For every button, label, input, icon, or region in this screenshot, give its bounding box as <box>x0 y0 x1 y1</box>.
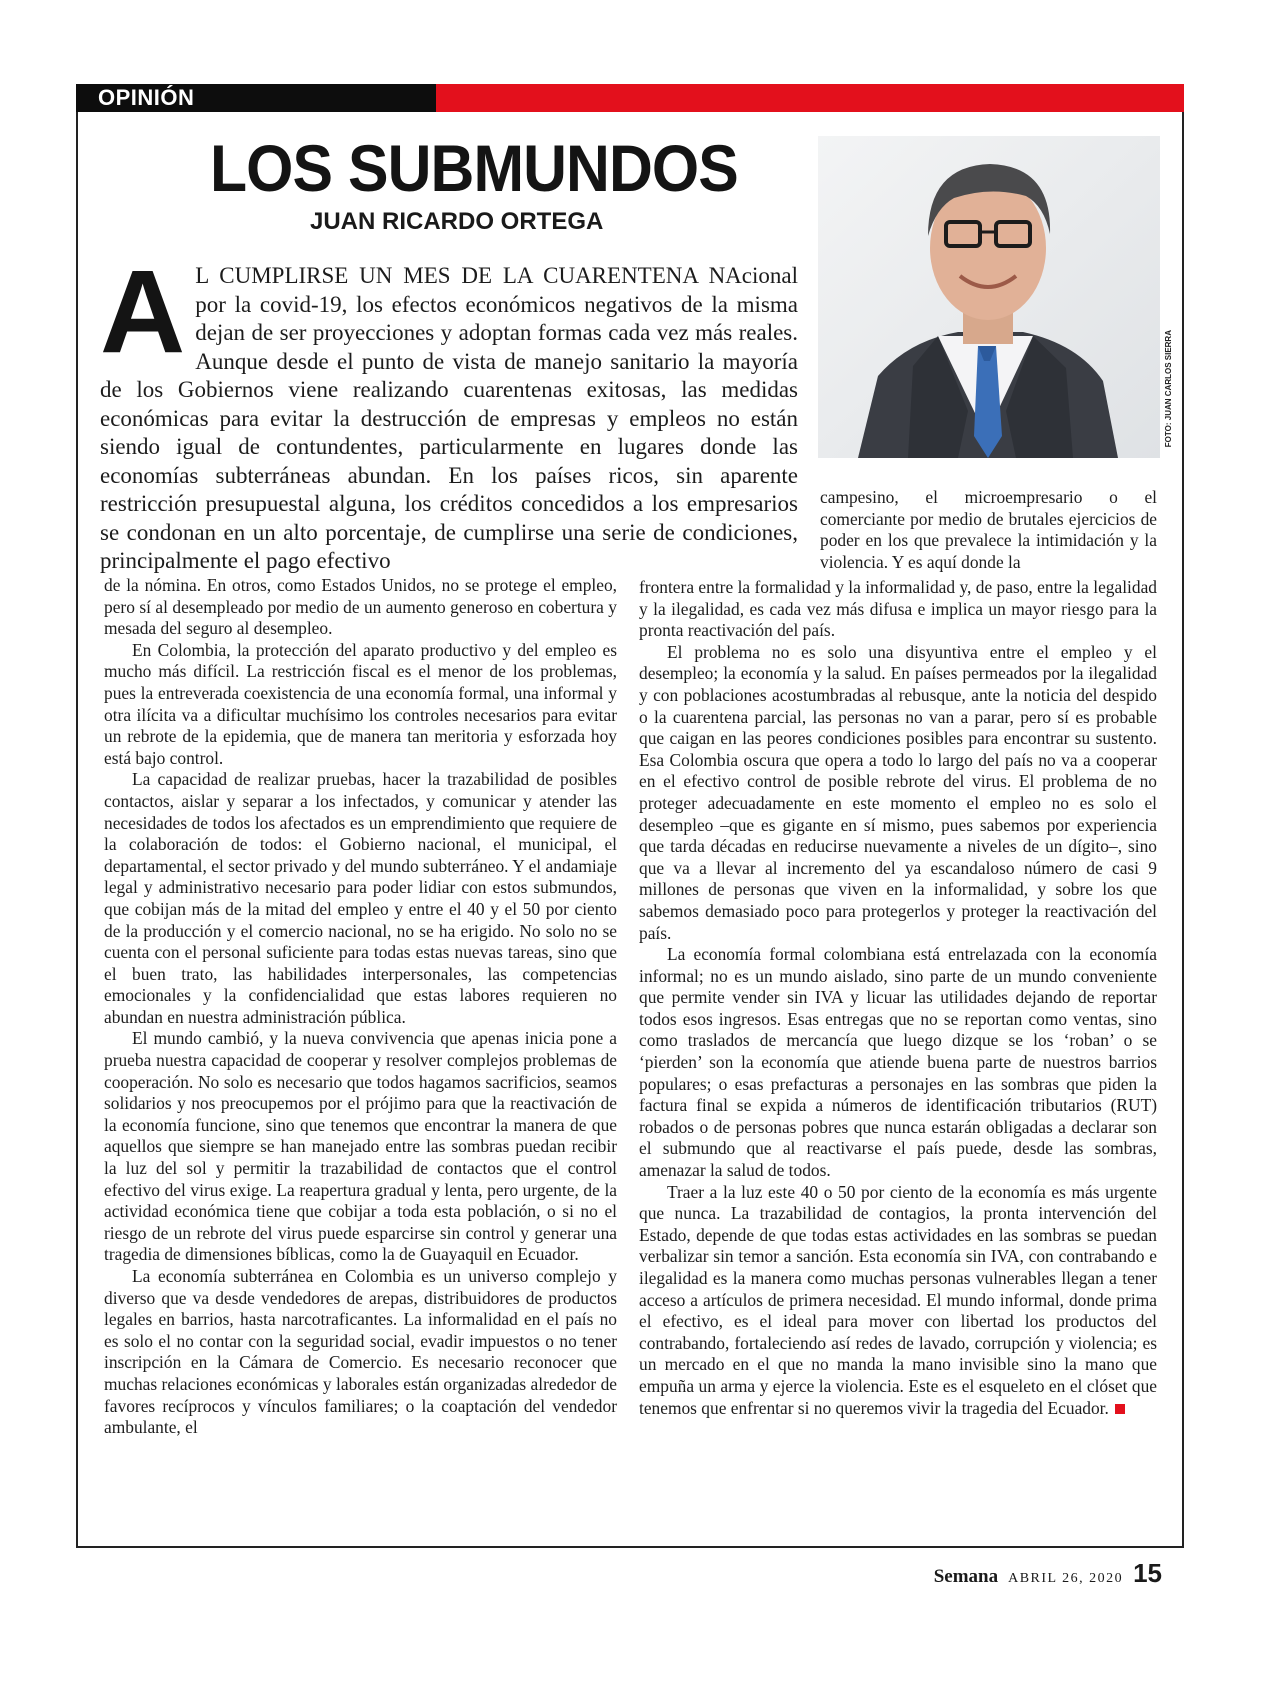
body-paragraph: frontera entre la formalidad y la informalidad y, de paso, entre la legalidad y la ilegalidad, es cada vez más difusa e implica un mayor riesgo para la pronta reactivación del país. <box>639 577 1157 641</box>
body-paragraph: de la nómina. En otros, como Estados Unidos, no se protege el empleo, pero sí al desempleado por medio de un aumento generoso en cobertura y mesada del seguro al desempleo. <box>104 575 617 639</box>
page-number: 15 <box>1133 1558 1162 1588</box>
body-paragraph: El problema no es solo una disyuntiva entre el empleo y el desempleo; la economía y la salud. En países permeados por la ilegalidad y con poblaciones acostumbradas al rebusque, ante la noticia del despido o la cuarentena parcial, las personas no van a parar, pero sí es probable que caigan en las peores condiciones posibles para encontrar su sustento. Esa Colombia oscura que opera a todo lo largo del país no va a cooperar en el efectivo control de posible rebrote del virus. El problema de no proteger adecuadamente en este momento el empleo no es solo el desempleo –que es gigante en sí mismo, pues sabemos por experiencia que tarda décadas en reducirse nuevamente a niveles de un dígito–, sino que va a llevar al incremento del ya escandaloso número de casi 9 millones de personas que viven en la informalidad, y sobre los que sabemos demasiado poco para protegerlos y proteger la reactivación del país. <box>639 641 1157 943</box>
frame-bottom-rule <box>76 1546 1184 1548</box>
lead-text: L CUMPLIRSE UN MES DE LA CUARENTENA NAcional por la covid-19, los efectos económicos negativos de la misma dejan de ser proyecciones y adoptan formas cada vez más reales. Aunque desde el punto de vista de manejo sanitario la mayoría de los Gobiernos viene realizando cuarentenas exitosas, las medidas económicas para evitar la destrucción de empresas y empleos no están siendo igual de contundentes, particularmente en lugares donde las economías subterráneas abundan. En los países ricos, sin aparente restricción presupuestal alguna, los créditos concedidos a los empresarios se condonan en un alto porcentaje, de cumplirse una serie de condiciones, principalmente el pago efectivo <box>100 263 798 573</box>
photo-credit-text: FOTO: JUAN CARLOS SIERRA <box>1164 330 1173 448</box>
red-accent-bar <box>436 84 1184 112</box>
body-paragraph: La economía formal colombiana está entrelazada con la economía informal; no es un mundo aislado, sino parte de un mundo conveniente que permite vender sin IVA y licuar las utilidades dejando de reportar todos esos ingresos. Esas entregas que no se reportan como ventas, sino como traslados de mercancía que luego dizque se los ‘roban’ o se ‘pierden’ son la economía que atiende buena parte de nuestros barrios populares; o esas prefacturas a personajes en las sombras que piden la factura final se expida a números de identificación tributarios (RUT) robados o de personas pobres que nunca estarán obligadas a declarar son el submundo que al reactivarse el país puede, desde las sombras, amenazar la salud de todos. <box>639 944 1157 1181</box>
author-portrait-illustration <box>818 136 1160 458</box>
magazine-name: Semana <box>933 1566 999 1587</box>
author-byline: JUAN RICARDO ORTEGA <box>310 208 604 235</box>
article-headline: LOS SUBMUNDOS <box>210 131 738 205</box>
body-paragraph: En Colombia, la protección del aparato productivo y del empleo es mucho más difícil. La restricción fiscal es el menor de los problemas, pues la entreverada coexistencia de una economía formal, una informal y otra ilícita va a dificultar muchísimo los controles necesarios para evitar un rebrote de la epidemia, que de manera tan meritoria y esforzada hoy está bajo control. <box>104 639 617 768</box>
photo-credit <box>1164 330 1178 460</box>
final-paragraph-text: Traer a la luz este 40 o 50 por ciento de la economía es más urgente que nunca. La trazabilidad de contagios, la pronta intervención del Estado, depende de que todas estas actividades en las sombras se puedan verbalizar sin temor a sanción. Esta economía sin IVA, con contrabando e ilegalidad es la manera como muchas personas vulnerables llegan a tener acceso a artículos de primera necesidad. El mundo informal, donde prima el efectivo, es el ideal para mover con libertad los productos del contrabando, fortaleciendo así redes de lavado, corrupción y violencia; es un mercado en el que no manda la mano invisible sino la mano que empuña un arma y ejerce la violencia. Este es el esqueleto en el clóset que tenemos que enfrentar si no queremos vivir la tragedia del Ecuador. <box>639 1181 1157 1418</box>
end-mark-icon <box>1115 1404 1125 1414</box>
body-paragraph: La capacidad de realizar pruebas, hacer la trazabilidad de posibles contactos, aislar y separar a los infectados, y comunicar y atender las necesidades de todos los afectados es un emprendimiento que requiere de la colaboración de todos: el Gobierno nacional, el municipal, el departamental, el sector privado y del mundo subterráneo. Y el andamiaje legal y administrativo necesario para poder lidiar con estos submundos, que cobijan más de la mitad del empleo y entre el 40 y el 50 por ciento de la producción y el comercio nacional, no se ha erigido. No solo no se cuenta con el personal suficiente para todas estas nuevas tareas, sino que el buen trato, las habilidades interpersonales, las competencias emocionales y la confidencialidad que estas labores requieren no abundan en nuestra administración pública. <box>104 769 617 1027</box>
issue-date: ABRIL 26, 2020 <box>1008 1571 1124 1586</box>
section-label: OPINIÓN <box>76 84 436 112</box>
body-paragraph: El mundo cambió, y la nueva convivencia que apenas inicia pone a prueba nuestra capacidad de cooperar y resolver complejos problemas de cooperación. No solo es necesario que todos hagamos sacrificios, seamos solidarios y nos preocupemos por el prójimo para que la reactivación de la economía funcione, sino que tenemos que encontrar la manera de que aquellos que siempre se han manejado entre las sombras puedan recibir la luz del sol y permitir la trazabilidad de contactos que el control efectivo del virus exige. La reapertura gradual y lenta, pero urgente, de la actividad económica tiene que cobijar a toda esta población, o si no el riesgo de un rebrote del virus puede esparcirse sin control y generar una tragedia de dimensiones bíblicas, como la de Guayaquil en Ecuador. <box>104 1028 617 1265</box>
frame-right-rule <box>1182 112 1184 1548</box>
frame-left-rule <box>76 112 78 1548</box>
left-column <box>104 575 617 1439</box>
lead-paragraph <box>100 246 798 576</box>
right-column <box>639 577 1157 1419</box>
body-paragraph: La economía subterránea en Colombia es un universo complejo y diverso que va desde vendedores de arepas, distribuidores de productos legales en barrios, hasta narcotraficantes. La informalidad en el país no es solo el no contar con la seguridad social, evadir impuestos o no tener inscripción en la Cámara de Comercio. Es necesario reconocer que muchas relaciones económicas y laborales están organizadas alrededor de favores recíprocos y vínculos familiares; o la coaptación del vendedor ambulante, el <box>104 1266 617 1438</box>
author-photo <box>818 136 1160 458</box>
right-top-paragraph: campesino, el microempresario o el comerciante por medio de brutales ejercicios de poder en los que prevalece la intimidación y la violencia. Y es aquí donde la <box>820 487 1157 572</box>
section-header-bar <box>76 84 1184 112</box>
page-footer <box>934 1558 1162 1589</box>
drop-cap: A <box>100 246 186 378</box>
final-paragraph <box>639 1182 1157 1420</box>
right-top-column <box>820 487 1157 573</box>
